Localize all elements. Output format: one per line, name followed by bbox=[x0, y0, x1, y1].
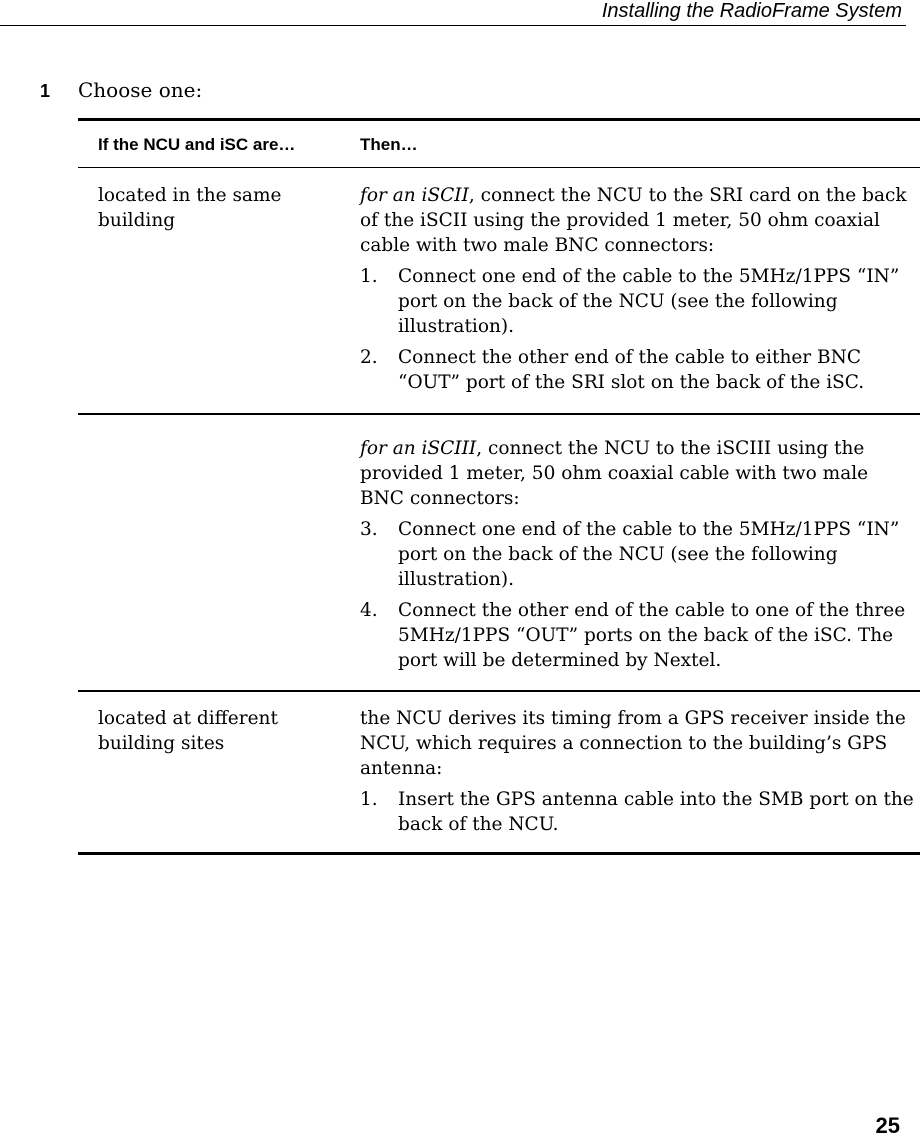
column-header-condition: If the NCU and iSC are… bbox=[98, 135, 296, 154]
page-number: 25 bbox=[875, 1113, 900, 1138]
list-item-number: 2. bbox=[360, 347, 378, 368]
list-item bbox=[360, 598, 916, 673]
page-header bbox=[0, 0, 906, 26]
step-text: Choose one: bbox=[78, 78, 203, 102]
row-2-intro-text: , connect the NCU to the iSCIII using the provided 1 meter, 50 ohm coaxial cable with two male BNC connectors: bbox=[360, 438, 869, 509]
step-number: 1 bbox=[40, 81, 51, 101]
header-title: Installing the RadioFrame System bbox=[601, 0, 902, 22]
list-item bbox=[360, 345, 916, 395]
list-item-text: Connect the other end of the cable to either BNC “OUT” port of the SRI slot on the back of the iSC. bbox=[398, 347, 865, 393]
list-item-text: Insert the GPS antenna cable into the SMB port on the back of the NCU. bbox=[398, 789, 914, 835]
list-item-number: 1. bbox=[360, 266, 378, 287]
row-3-intro bbox=[360, 706, 916, 781]
column-header-then: Then… bbox=[360, 135, 418, 154]
list-item-text: Connect the other end of the cable to one of the three 5MHz/1PPS “OUT” ports on the back of the iSC. The port will be determined by Nextel. bbox=[398, 600, 906, 671]
list-item bbox=[360, 787, 916, 837]
row-divider bbox=[78, 690, 920, 692]
row-1-intro-text: , connect the NCU to the SRI card on the back of the iSCII using the provided 1 meter, 50 ohm coaxial cable with two male BNC connectors: bbox=[360, 185, 907, 256]
list-item-number: 3. bbox=[360, 519, 378, 540]
row-2-intro-italic: for an iSCIII bbox=[360, 438, 477, 459]
row-1-instructions bbox=[360, 183, 916, 401]
row-divider bbox=[78, 413, 920, 415]
row-3-condition: located at different building sites bbox=[98, 708, 278, 754]
row-3-instructions bbox=[360, 706, 916, 843]
header-rule bbox=[78, 167, 920, 168]
list-item-text: Connect one end of the cable to the 5MHz/1PPS “IN” port on the back of the NCU (see the following illustration). bbox=[398, 266, 900, 337]
row-3-intro-text: the NCU derives its timing from a GPS receiver inside the NCU, which requires a connection to the building’s GPS antenna: bbox=[360, 708, 906, 779]
step-instruction bbox=[40, 78, 202, 103]
row-2-instructions bbox=[360, 436, 916, 679]
row-1-condition: located in the same building bbox=[98, 185, 282, 231]
table-bottom-rule bbox=[78, 852, 920, 855]
list-item bbox=[360, 264, 916, 339]
list-item bbox=[360, 517, 916, 592]
row-1-intro bbox=[360, 183, 916, 258]
row-1-intro-italic: for an iSCII bbox=[360, 185, 469, 206]
list-item-text: Connect one end of the cable to the 5MHz/1PPS “IN” port on the back of the NCU (see the following illustration). bbox=[398, 519, 900, 590]
row-2-intro bbox=[360, 436, 916, 511]
table-top-rule bbox=[78, 118, 920, 121]
list-item-number: 4. bbox=[360, 600, 378, 621]
list-item-number: 1. bbox=[360, 789, 378, 810]
